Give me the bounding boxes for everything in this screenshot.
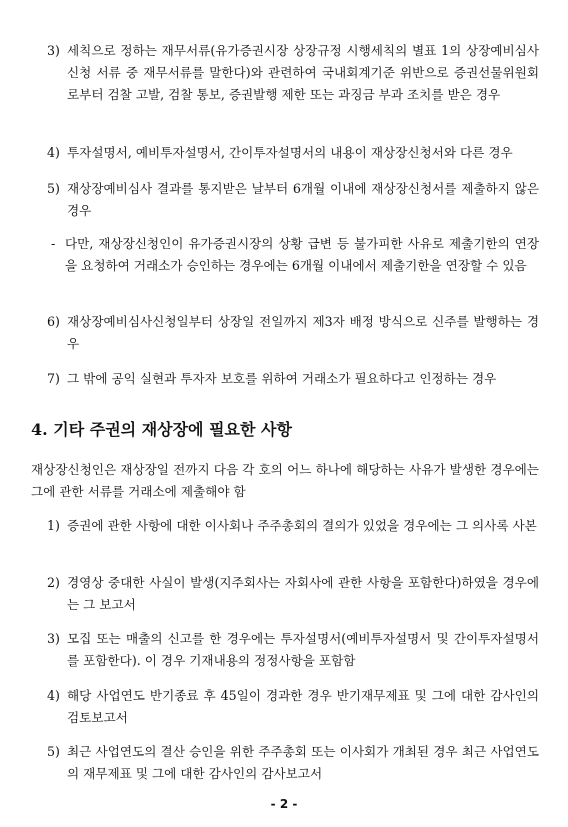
list-item-text: 최근 사업연도의 결산 승인을 위한 주주총회 또는 이사회가 개최된 경우 최근 사업연도의 재무제표 및 그에 대한 감사인의 감사보고서 xyxy=(67,744,539,781)
list-item xyxy=(47,40,539,106)
list-item-text: 해당 사업연도 반기종료 후 45일이 경과한 경우 반기재무제표 및 그에 대한 감사인의 검토보고서 xyxy=(67,688,539,725)
list-item-text: 재상장예비심사신청일부터 상장일 전일까지 제3자 배정 방식으로 신주를 발행하는 경우 xyxy=(67,314,539,351)
list-item xyxy=(47,572,539,616)
list-item-text: 증권에 관한 사항에 대한 이사회나 주주총회의 결의가 있었을 경우에는 그 의사록 사본 xyxy=(67,518,537,533)
list-item-number: 4) xyxy=(47,688,60,703)
page-number: - 2 - xyxy=(270,797,298,811)
list-item-number: 5) xyxy=(47,744,60,759)
list-item-text: 그 밖에 공익 실현과 투자자 보호를 위하여 거래소가 필요하다고 인정하는 경우 xyxy=(67,371,497,386)
list-item-note xyxy=(51,233,539,277)
list-item-number: 3) xyxy=(47,43,60,58)
list-item-number: 5) xyxy=(47,181,60,196)
list-item xyxy=(47,311,539,355)
list-item xyxy=(47,685,539,729)
list-item-text: 경영상 중대한 사실이 발생(지주회사는 자회사에 관한 사항을 포함한다)하였을 경우에는 그 보고서 xyxy=(67,575,539,612)
list-item xyxy=(47,368,539,390)
list-item-number: 4) xyxy=(47,145,60,160)
list-item-text: 투자설명서, 예비투자설명서, 간이투자설명서의 내용이 재상장신청서와 다른 경우 xyxy=(67,145,513,160)
list-item xyxy=(47,142,539,164)
list-item-number: 2) xyxy=(47,575,60,590)
list-item xyxy=(47,741,539,785)
list-item-number: 3) xyxy=(47,631,60,646)
section-intro: 재상장신청인은 재상장일 전까지 다음 각 호의 어느 하나에 해당하는 사유가 발생한 경우에는 그에 관한 서류를 거래소에 제출해야 함 xyxy=(31,462,539,499)
list-item-text: 재상장예비심사 결과를 통지받은 날부터 6개월 이내에 재상장신청서를 제출하지 않은 경우 xyxy=(67,181,539,218)
list-item-number: 7) xyxy=(47,371,60,386)
list-item xyxy=(47,515,539,537)
list-item-text: 모집 또는 매출의 신고를 한 경우에는 투자설명서(예비투자설명서 및 간이투자설명서를 포함한다). 이 경우 기재내용의 정정사항을 포함함 xyxy=(67,631,539,668)
list-item xyxy=(47,178,539,222)
list-item-text: 세칙으로 정하는 재무서류(유가증권시장 상장규정 시행세칙의 별표 1의 상장예비심사 신청 서류 중 재무서류를 말한다)와 관련하여 국내회계기준 위반으로 증권선물위원회로부터 검찰 고발, 검찰 통보, 증권발행 제한 또는 과징금 부과 조치를 받은 경우 xyxy=(67,43,539,102)
section-heading: 4. 기타 주권의 재상장에 필요한 사항 xyxy=(31,420,292,439)
note-text: 다만, 재상장신청인이 유가증권시장의 상황 급변 등 불가피한 사유로 제출기한의 연장을 요청하여 거래소가 승인하는 경우에는 6개월 이내에서 제출기한을 연장할 수 있음 xyxy=(65,236,539,273)
list-item-number: 6) xyxy=(47,314,60,329)
list-item-number: 1) xyxy=(47,518,60,533)
note-dash: - xyxy=(51,236,56,251)
list-item xyxy=(47,628,539,672)
